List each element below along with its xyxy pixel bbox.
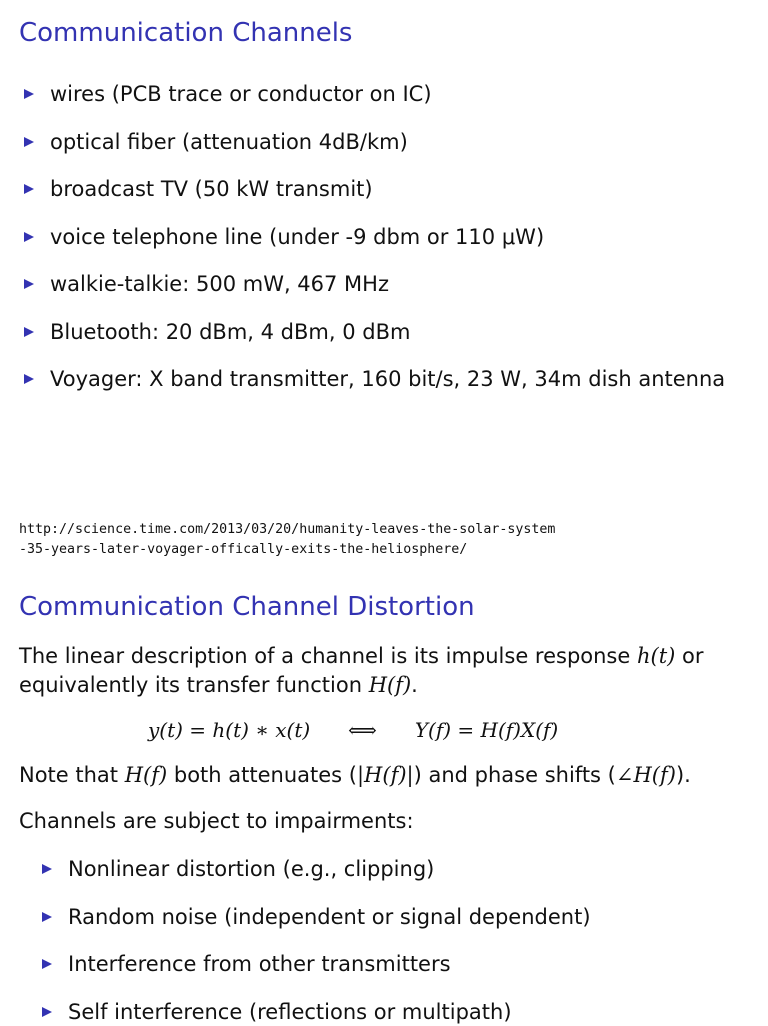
math-inline: |H(f)| — [356, 763, 414, 787]
source-url-line: -35-years-later-voyager-offically-exits-the-heliosphere/ — [19, 542, 468, 557]
equation-right: Y(f) = H(f)X(f) — [414, 718, 559, 742]
list-item — [42, 903, 591, 931]
list-item-text: wires (PCB trace or conductor on IC) — [50, 82, 432, 106]
iff-symbol: ⟺ — [348, 718, 377, 742]
list-item-text: voice telephone line (under -9 dbm or 110 μW) — [50, 224, 545, 249]
bullet-triangle-icon — [24, 89, 34, 99]
bullet-triangle-icon — [24, 184, 34, 194]
impairments-list — [42, 855, 591, 1026]
slide-title: Communication Channel Distortion — [19, 592, 475, 622]
channel-list — [24, 80, 725, 393]
math-inline: ∠H(f) — [615, 763, 676, 787]
description-paragraph — [19, 642, 704, 700]
math-inline: h(t) — [636, 644, 676, 668]
list-item-text: Nonlinear distortion (e.g., clipping) — [68, 857, 435, 881]
source-url — [19, 520, 555, 560]
bullet-triangle-icon — [24, 137, 34, 147]
list-item — [24, 318, 725, 346]
bullet-triangle-icon — [42, 912, 52, 922]
slide-title: Communication Channels — [19, 18, 353, 48]
text-run: Note that — [19, 763, 125, 787]
bullet-triangle-icon — [24, 232, 34, 242]
text-run: . — [411, 673, 418, 697]
list-item-text: broadcast TV (50 kW transmit) — [50, 177, 373, 201]
text-run: equivalently its transfer function — [19, 673, 369, 697]
list-item — [24, 223, 725, 251]
list-item — [24, 175, 725, 203]
bullet-triangle-icon — [24, 279, 34, 289]
list-item-text: Self interference (reflections or multipath) — [68, 999, 512, 1024]
list-item — [24, 270, 725, 298]
bullet-triangle-icon — [42, 959, 52, 969]
list-item — [42, 998, 591, 1026]
list-item — [42, 950, 591, 978]
text-run: ). — [675, 763, 691, 787]
impairments-intro: Channels are subject to impairments: — [19, 809, 414, 833]
list-item — [24, 365, 725, 393]
text-run: both attenuates ( — [167, 763, 357, 787]
text-run: or — [675, 644, 704, 668]
bullet-triangle-icon — [24, 374, 34, 384]
list-item-text: Voyager: X band transmitter, 160 bit/s, 23 W, 34m dish antenna — [50, 367, 726, 391]
math-inline: H(f) — [124, 763, 168, 787]
text-run: The linear description of a channel is its impulse response — [19, 644, 637, 668]
list-item-text: walkie-talkie: 500 mW, 467 MHz — [50, 272, 389, 296]
source-url-line: http://science.time.com/2013/03/20/humanity-leaves-the-solar-system — [19, 522, 556, 537]
text-run: ) and phase shifts ( — [413, 763, 616, 787]
list-item-text: Interference from other transmitters — [68, 952, 451, 976]
bullet-triangle-icon — [24, 327, 34, 337]
bullet-triangle-icon — [42, 1007, 52, 1017]
list-item — [24, 80, 725, 108]
list-item — [42, 855, 591, 883]
note-paragraph — [19, 761, 691, 790]
list-item — [24, 128, 725, 156]
list-item-text: optical fiber (attenuation 4dB/km) — [50, 129, 408, 154]
math-inline: H(f) — [368, 673, 412, 697]
equation-left: y(t) = h(t) ∗ x(t) — [148, 718, 311, 742]
convolution-equation — [148, 718, 558, 742]
bullet-triangle-icon — [42, 864, 52, 874]
list-item-text: Random noise (independent or signal dependent) — [68, 904, 591, 929]
list-item-text: Bluetooth: 20 dBm, 4 dBm, 0 dBm — [50, 319, 411, 344]
